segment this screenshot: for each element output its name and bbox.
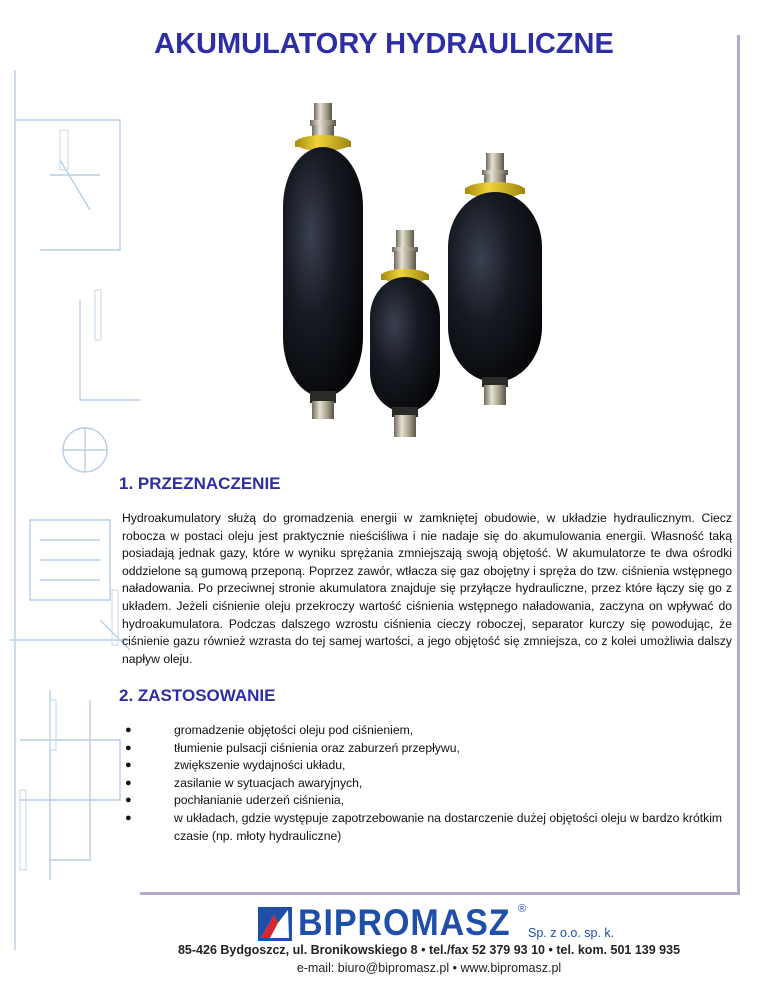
- accumulator-large-left: [283, 103, 363, 419]
- bullet-dot: ●: [125, 759, 132, 772]
- registered-mark: ®: [518, 903, 527, 915]
- page-title: AKUMULATORY HYDRAULICZNE: [154, 28, 614, 60]
- brand-name: BIPROMASZ: [298, 902, 511, 943]
- bullet-dot: ●: [125, 724, 132, 736]
- page-frame-bottom: [140, 892, 740, 895]
- list-item: ● tłumienie pulsacji ciśnienia oraz zaburzeń przepływu,: [122, 740, 732, 758]
- page-frame-right: [737, 35, 740, 895]
- section-heading-applications: 2. ZASTOSOWANIE: [119, 686, 276, 705]
- bullet-dot: ●: [125, 741, 132, 754]
- contact-line: e-mail: biuro@bipromasz.pl • www.bipromasz.pl: [296, 961, 562, 975]
- accumulator-large-right: [448, 153, 542, 405]
- purpose-paragraph: Hydroakumulatory służą do gromadzenia energii w zamkniętej obudowie, w układzie hydraulicznym. Ciecz robocza w postaci oleju jest praktycznie nieściśliwa i nie nadaje się do akumulowania energii. Własność taką posiadają jednak gazy, które w wyniku sprężania zmniejszają swoją objętość. W akumulatorze te dwa ośrodki oddzielone są gumową przeponą. Poprzez zawór, wtłacza się gaz obojętny i spręża do tzw. ciśnienia wstępnego naładowania. Po przeciwnej stronie akumulatora znajduje się przyłącze hydrauliczne, przez które łączy się go z układem. Jeżeli ciśnienie oleju przekroczy wartość ciśnienia wstępnego naładowania, zaczyna on wpływać do hydroakumulatora. Podczas dalszego wzrostu ciśnienia cieczy roboczej, separator kurczy się powodując, że ciśnienie gazu również wzrasta do tej samej wartości, a jego objętość się zmniejsza, co z kolei umożliwia dalszy napływ oleju.: [122, 511, 732, 666]
- bipromasz-logo-icon: [258, 907, 292, 941]
- section-heading-purpose: 1. PRZEZNACZENIE: [119, 474, 281, 493]
- list-item: ● pochłanianie uderzeń ciśnienia,: [122, 792, 732, 810]
- bullet-dot: ●: [125, 776, 132, 789]
- accumulator-small-center: [370, 230, 440, 437]
- address-line: 85-426 Bydgoszcz, ul. Bronikowskiego 8 • tel./fax 52 379 93 10 • tel. kom. 501 139 935: [177, 943, 681, 957]
- list-item: ● gromadzenie objętości oleju pod ciśnieniem,: [122, 722, 732, 740]
- bullet-dot: ●: [125, 794, 132, 807]
- hydraulic-accumulators-photo: [250, 95, 570, 445]
- list-item: ● zwiększenie wydajności układu,: [122, 757, 732, 775]
- company-legal-form: Sp. z o.o. sp. k.: [528, 926, 615, 940]
- applications-list: [122, 722, 732, 845]
- bullet-dot: ●: [125, 811, 132, 824]
- list-item: ● w układach, gdzie występuje zapotrzebowanie na dostarczenie dużej objętości oleju w bardzo krótkim czasie (np. młoty hydrauliczne): [125, 810, 723, 843]
- list-item: ● zasilanie w sytuacjach awaryjnych,: [122, 775, 732, 793]
